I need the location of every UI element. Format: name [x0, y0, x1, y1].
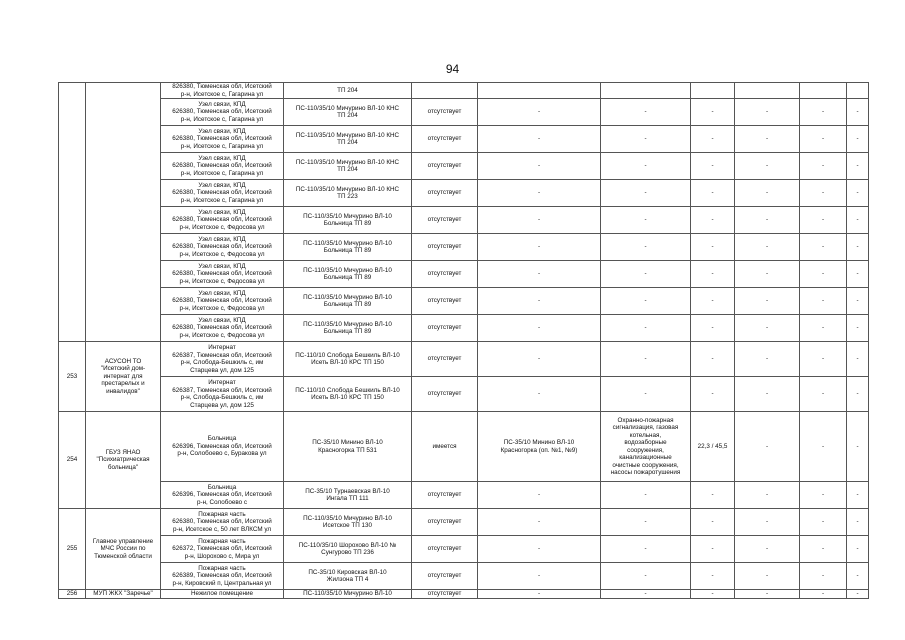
- cell-col-11: -: [847, 126, 869, 153]
- cell-consumers: -: [601, 482, 691, 509]
- cell-load: -: [691, 342, 735, 377]
- cell-col-10: -: [800, 180, 847, 207]
- cell-power-source: ПС-110/35/10 Мичурино ВЛ-10 Исетское ТП 130: [284, 509, 412, 536]
- cell-backup-status: отсутствует: [412, 126, 478, 153]
- cell-consumers: -: [601, 126, 691, 153]
- cell-object: Узел связи, КПД 626380, Тюменская обл, Исетский р-н, Исетское с, Федосова ул: [161, 261, 284, 288]
- cell-col-11: -: [847, 315, 869, 342]
- cell-backup-status: отсутствует: [412, 99, 478, 126]
- cell-consumers: Охранно-пожарная сигнализация, газовая котельная, водозаборные сооружения, канализационные очистные сооружения, насосы пожаротушения: [601, 412, 691, 482]
- cell-backup-source: -: [478, 482, 601, 509]
- cell-object: Узел связи, КПД 626380, Тюменская обл, Исетский р-н, Исетское с, Гагарина ул: [161, 126, 284, 153]
- cell-power-source: ПС-35/10 Турнаевская ВЛ-10 Ингала ТП 111: [284, 482, 412, 509]
- cell-power-source: ПС-110/35/10 Мичурино ВЛ-10 Больница ТП 89: [284, 234, 412, 261]
- cell-load: -: [691, 99, 735, 126]
- cell-col-9: [735, 83, 800, 99]
- cell-load: -: [691, 234, 735, 261]
- cell-col-9: -: [735, 315, 800, 342]
- cell-consumers: -: [601, 509, 691, 536]
- cell-backup-status: отсутствует: [412, 536, 478, 563]
- cell-col-9: -: [735, 234, 800, 261]
- cell-power-source: ПС-35/10 Минино ВЛ-10 Красногорка ТП 531: [284, 412, 412, 482]
- cell-col-11: -: [847, 482, 869, 509]
- cell-col-10: -: [800, 590, 847, 599]
- cell-number: 256: [59, 590, 86, 599]
- cell-col-11: -: [847, 288, 869, 315]
- cell-power-source: ПС-110/35/10 Мичурино ВЛ-10 Больница ТП 89: [284, 207, 412, 234]
- cell-object: Узел связи, КПД 626380, Тюменская обл, Исетский р-н, Исетское с, Федосова ул: [161, 207, 284, 234]
- cell-col-11: -: [847, 153, 869, 180]
- cell-consumers: -: [601, 180, 691, 207]
- cell-col-10: -: [800, 509, 847, 536]
- cell-col-11: -: [847, 180, 869, 207]
- cell-object: Узел связи, КПД 626380, Тюменская обл, Исетский р-н, Исетское с, Федосова ул: [161, 234, 284, 261]
- cell-col-9: -: [735, 482, 800, 509]
- cell-col-9: -: [735, 412, 800, 482]
- cell-consumers: -: [601, 590, 691, 599]
- cell-col-11: -: [847, 207, 869, 234]
- table-row: [59, 377, 869, 412]
- cell-col-11: -: [847, 377, 869, 412]
- cell-consumers: -: [601, 153, 691, 180]
- cell-col-9: -: [735, 207, 800, 234]
- cell-backup-status: отсутствует: [412, 261, 478, 288]
- cell-col-11: [847, 83, 869, 99]
- cell-consumers: -: [601, 99, 691, 126]
- table-row: [59, 180, 869, 207]
- table-row: [59, 153, 869, 180]
- cell-load: -: [691, 536, 735, 563]
- cell-col-10: -: [800, 536, 847, 563]
- cell-col-9: -: [735, 261, 800, 288]
- cell-object: Узел связи, КПД 626380, Тюменская обл, Исетский р-н, Исетское с, Федосова ул: [161, 288, 284, 315]
- cell-col-11: -: [847, 563, 869, 590]
- cell-consumers: -: [601, 342, 691, 377]
- cell-backup-source: -: [478, 126, 601, 153]
- cell-load: 22,3 / 45,5: [691, 412, 735, 482]
- cell-object: Узел связи, КПД 626380, Тюменская обл, Исетский р-н, Исетское с, Гагарина ул: [161, 153, 284, 180]
- cell-consumers: [601, 83, 691, 99]
- cell-col-9: -: [735, 342, 800, 377]
- cell-organization: АСУСОН ТО "Исетский дом- интернат для престарелых и инвалидов": [86, 342, 161, 412]
- cell-power-source: ПС-110/35/10 Мичурино ВЛ-10: [284, 590, 412, 599]
- cell-power-source: ПС-110/35/10 Мичурино ВЛ-10 Больница ТП 89: [284, 315, 412, 342]
- cell-col-10: -: [800, 99, 847, 126]
- cell-backup-source: -: [478, 153, 601, 180]
- cell-number: 253: [59, 342, 86, 412]
- cell-load: -: [691, 207, 735, 234]
- cell-backup-source: ПС-35/10 Минино ВЛ-10 Красногорка (оп. №1, №9): [478, 412, 601, 482]
- cell-backup-status: отсутствует: [412, 377, 478, 412]
- cell-object: 826380, Тюменская обл, Исетский р-н, Исетское с, Гагарина ул: [161, 83, 284, 99]
- cell-power-source: ПС-110/35/10 Мичурино ВЛ-10 КНС ТП 204: [284, 126, 412, 153]
- cell-backup-status: отсутствует: [412, 482, 478, 509]
- cell-backup-status: отсутствует: [412, 180, 478, 207]
- page-number: 94: [445, 62, 460, 76]
- cell-col-11: -: [847, 590, 869, 599]
- cell-col-10: -: [800, 126, 847, 153]
- cell-organization: Главное управление МЧС России по Тюменской области: [86, 509, 161, 590]
- cell-object: Узел связи, КПД 626380, Тюменская обл, Исетский р-н, Исетское с, Федосова ул: [161, 315, 284, 342]
- cell-power-source: ПС-110/35/10 Мичурино ВЛ-10 Больница ТП 89: [284, 288, 412, 315]
- cell-col-11: -: [847, 509, 869, 536]
- cell-col-10: -: [800, 207, 847, 234]
- cell-backup-status: имеется: [412, 412, 478, 482]
- cell-load: -: [691, 261, 735, 288]
- cell-consumers: -: [601, 207, 691, 234]
- cell-object: Интернат 626387, Тюменская обл, Исетский р-н, Слобода-Бешкиль с, им Старцева ул, дом 125: [161, 377, 284, 412]
- cell-consumers: -: [601, 261, 691, 288]
- cell-consumers: -: [601, 234, 691, 261]
- cell-backup-source: -: [478, 288, 601, 315]
- table-row: [59, 99, 869, 126]
- cell-power-source: ПС-110/10 Слобода Бешкиль ВЛ-10 Исеть ВЛ-10 КРС ТП 150: [284, 377, 412, 412]
- cell-consumers: -: [601, 563, 691, 590]
- cell-col-9: -: [735, 563, 800, 590]
- table-row: [59, 342, 869, 377]
- table-row: [59, 590, 869, 599]
- cell-backup-status: отсутствует: [412, 153, 478, 180]
- cell-object: Больница 626396, Тюменская обл, Исетский р-н, Солобоево с, Буракова ул: [161, 412, 284, 482]
- cell-col-9: -: [735, 153, 800, 180]
- cell-power-source: ПС-110/35/10 Мичурино ВЛ-10 КНС ТП 223: [284, 180, 412, 207]
- cell-backup-status: отсутствует: [412, 288, 478, 315]
- cell-col-11: -: [847, 234, 869, 261]
- cell-col-10: -: [800, 261, 847, 288]
- cell-col-10: -: [800, 315, 847, 342]
- cell-col-9: -: [735, 288, 800, 315]
- cell-object: Узел связи, КПД 626380, Тюменская обл, Исетский р-н, Исетское с, Гагарина ул: [161, 99, 284, 126]
- table-row: [59, 315, 869, 342]
- cell-power-source: ТП 204: [284, 83, 412, 99]
- cell-backup-source: -: [478, 315, 601, 342]
- cell-backup-status: отсутствует: [412, 342, 478, 377]
- cell-object: Нежилое помещение: [161, 590, 284, 599]
- cell-power-source: ПС-35/10 Кировская ВЛ-10 Жилзона ТП 4: [284, 563, 412, 590]
- cell-col-11: -: [847, 342, 869, 377]
- cell-backup-source: -: [478, 261, 601, 288]
- cell-col-9: -: [735, 377, 800, 412]
- cell-consumers: -: [601, 315, 691, 342]
- cell-load: -: [691, 153, 735, 180]
- cell-power-source: ПС-110/35/10 Мичурино ВЛ-10 Больница ТП 89: [284, 261, 412, 288]
- cell-object: Пожарная часть 626380, Тюменская обл, Исетский р-н, Исетское с, 50 лет ВЛКСМ ул: [161, 509, 284, 536]
- table-row: [59, 83, 869, 99]
- cell-col-9: -: [735, 99, 800, 126]
- cell-organization-empty: [86, 83, 161, 342]
- cell-backup-status: отсутствует: [412, 509, 478, 536]
- cell-object: Пожарная часть 626389, Тюменская обл, Исетский р-н, Кировский п, Центральная ул: [161, 563, 284, 590]
- cell-load: -: [691, 126, 735, 153]
- cell-load: -: [691, 590, 735, 599]
- cell-object: Пожарная часть 626372, Тюменская обл, Исетский р-н, Шорохово с, Мира ул: [161, 536, 284, 563]
- table-row: [59, 261, 869, 288]
- cell-load: -: [691, 180, 735, 207]
- cell-col-10: -: [800, 412, 847, 482]
- cell-number-empty: [59, 83, 86, 342]
- cell-load: -: [691, 288, 735, 315]
- cell-backup-source: -: [478, 234, 601, 261]
- cell-col-11: -: [847, 412, 869, 482]
- cell-backup-source: -: [478, 536, 601, 563]
- cell-load: [691, 83, 735, 99]
- cell-backup-source: -: [478, 342, 601, 377]
- table-row: [59, 412, 869, 482]
- cell-col-10: -: [800, 482, 847, 509]
- cell-backup-source: -: [478, 207, 601, 234]
- table-row: [59, 207, 869, 234]
- cell-col-10: -: [800, 153, 847, 180]
- cell-power-source: ПС-110/10 Слобода Бешкиль ВЛ-10 Исеть ВЛ-10 КРС ТП 150: [284, 342, 412, 377]
- cell-backup-status: отсутствует: [412, 590, 478, 599]
- cell-load: -: [691, 482, 735, 509]
- cell-load: -: [691, 509, 735, 536]
- cell-power-source: ПС-110/35/10 Мичурино ВЛ-10 КНС ТП 204: [284, 99, 412, 126]
- cell-organization: ГБУЗ ЯНАО "Психиатрическая больница": [86, 412, 161, 509]
- cell-consumers: -: [601, 377, 691, 412]
- cell-consumers: -: [601, 536, 691, 563]
- cell-col-9: -: [735, 536, 800, 563]
- table-row: [59, 536, 869, 563]
- table-row: [59, 482, 869, 509]
- cell-backup-source: -: [478, 590, 601, 599]
- cell-load: -: [691, 563, 735, 590]
- cell-power-source: ПС-110/35/10 Шорохово ВЛ-10 № Сунгурово ТП 236: [284, 536, 412, 563]
- table-row: [59, 234, 869, 261]
- cell-load: -: [691, 377, 735, 412]
- cell-object: Больница 626396, Тюменская обл, Исетский р-н, Солобоево с: [161, 482, 284, 509]
- cell-number: 254: [59, 412, 86, 509]
- cell-backup-status: отсутствует: [412, 234, 478, 261]
- cell-backup-source: -: [478, 377, 601, 412]
- cell-object: Узел связи, КПД 626380, Тюменская обл, Исетский р-н, Исетское с, Гагарина ул: [161, 180, 284, 207]
- cell-backup-source: [478, 83, 601, 99]
- objects-table: [58, 82, 869, 599]
- cell-col-9: -: [735, 180, 800, 207]
- cell-number: 255: [59, 509, 86, 590]
- cell-col-10: -: [800, 288, 847, 315]
- cell-backup-source: -: [478, 180, 601, 207]
- cell-backup-source: -: [478, 99, 601, 126]
- cell-col-9: -: [735, 126, 800, 153]
- cell-backup-source: -: [478, 563, 601, 590]
- table-row: [59, 288, 869, 315]
- cell-backup-source: -: [478, 509, 601, 536]
- cell-col-9: -: [735, 590, 800, 599]
- cell-consumers: -: [601, 288, 691, 315]
- cell-col-10: -: [800, 342, 847, 377]
- table-row: [59, 509, 869, 536]
- cell-col-9: -: [735, 509, 800, 536]
- cell-power-source: ПС-110/35/10 Мичурино ВЛ-10 КНС ТП 204: [284, 153, 412, 180]
- cell-organization: МУП ЖКХ "Заречье": [86, 590, 161, 599]
- table-row: [59, 563, 869, 590]
- cell-load: -: [691, 315, 735, 342]
- cell-col-10: -: [800, 377, 847, 412]
- cell-col-10: -: [800, 234, 847, 261]
- cell-col-11: -: [847, 536, 869, 563]
- cell-col-11: -: [847, 261, 869, 288]
- cell-backup-status: [412, 83, 478, 99]
- cell-col-10: -: [800, 563, 847, 590]
- cell-object: Интернат 626387, Тюменская обл, Исетский р-н, Слобода-Бешкиль с, им Старцева ул, дом 125: [161, 342, 284, 377]
- cell-col-11: -: [847, 99, 869, 126]
- cell-backup-status: отсутствует: [412, 207, 478, 234]
- cell-backup-status: отсутствует: [412, 563, 478, 590]
- cell-col-10: [800, 83, 847, 99]
- table-row: [59, 126, 869, 153]
- cell-backup-status: отсутствует: [412, 315, 478, 342]
